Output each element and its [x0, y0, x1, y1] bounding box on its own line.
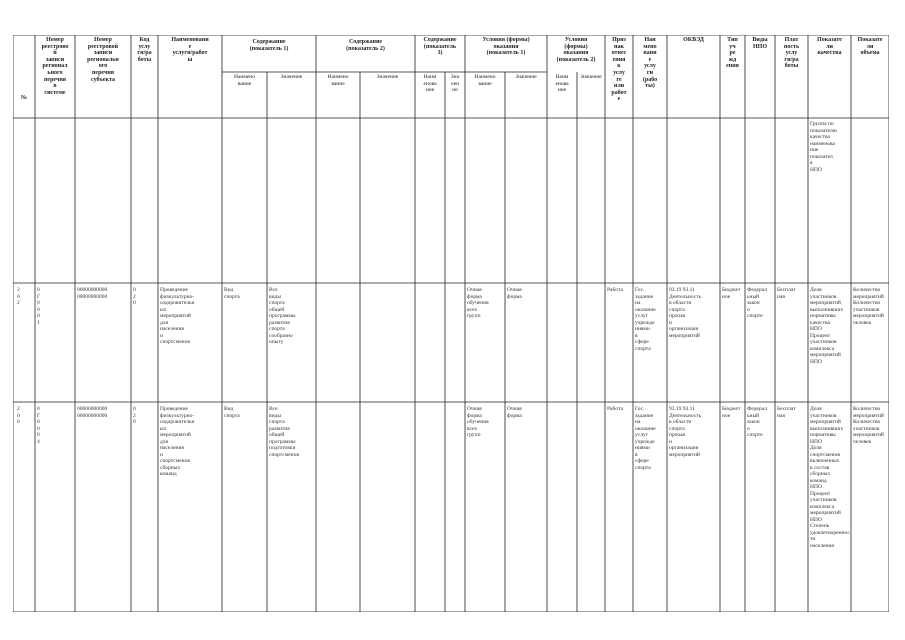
- header-sign: Приз нак отнес ения к услу ге или работ е: [611, 37, 627, 103]
- row-1-c1-value: Все виды спорта общей программы развития спорта сообразно опыту: [269, 287, 296, 345]
- row-1-type: Гос. задание на оказание услуг учрежде ниями в сфере спорта: [635, 287, 656, 352]
- row-2-pay: Бесплат ная: [777, 406, 796, 419]
- row-2-c1-name: Вид спорта: [224, 406, 240, 419]
- registry-table: [13, 35, 889, 612]
- row-1-volume: Количество мероприятий Количество участников мероприятий человек: [853, 287, 884, 326]
- row-2-num: 2 0 6: [17, 406, 20, 425]
- row-1-reg: 0 Г 0 0 0 1: [37, 287, 41, 326]
- row-2-service: Проведение физкультурно- оздоровительн ых мероприятий для населения и спортсменов сборных команд: [160, 406, 195, 477]
- row-2-npa: Федерал ьный закон о спорте: [747, 406, 767, 438]
- subheader-c1-value: Значение: [280, 74, 303, 80]
- row-1-num: 2 0 2: [17, 287, 20, 306]
- header-conditions-2: Условия (формы) оказания (показатель 2): [556, 37, 596, 63]
- header-type: Наи мено вани е услу ги (рабо ты): [642, 37, 658, 90]
- header-npa: Виды НПО: [752, 37, 768, 50]
- header-quality: Показате ли качества: [817, 37, 842, 57]
- row-1-code: 0 2 0: [133, 287, 136, 306]
- row-2-code: 0 2 0: [133, 406, 136, 425]
- header-num: №: [20, 95, 28, 101]
- row-1-sign: Работа: [607, 287, 623, 293]
- header-okved: ОКВЭД: [683, 37, 704, 43]
- row-2-volume: Количество мероприятий Количество участников мероприятий человек: [853, 406, 884, 445]
- row-2-sign: Работа: [607, 406, 623, 412]
- row-0-quality: Группа по показателю качества наименова ние показател я НПО: [810, 121, 837, 173]
- row-1-quality: Доля участников мероприятий выполнивших нормативы качества НПО Процент участников комплекса мероприятий НПО: [810, 287, 844, 365]
- header-reg-number-subject: Номер реестровой записи региональн ого перечня субъекта: [87, 37, 119, 83]
- header-service-name: Наименовани е услуги/работ ы: [171, 37, 209, 63]
- header-content-3: Содержание (показатель 3): [423, 37, 457, 57]
- row-2-quality: Доля участников мероприятий выполнивших нормативы НПО Доля спортсменов включенных в состав сборных команд НПО Процент участников комплекса мероприятий НПО Степень удовлетворенности населения: [810, 406, 850, 549]
- header-service-code: Код услу ги/ра боты: [137, 37, 152, 63]
- subheader-cond1-value: Значение: [515, 74, 537, 80]
- subheader-cond1-name: Наимено вание: [474, 74, 496, 87]
- row-2-type: Гос. задание на оказание услуг учрежде ниями в сфере спорта: [635, 406, 656, 471]
- row-2-okved: 93.19 93.11 Деятельность в области спорта прочая и организация мероприятий: [669, 406, 702, 458]
- subheader-c2-value: Значение: [376, 74, 399, 80]
- header-content-1: Содержание (показатель 1): [249, 39, 289, 52]
- subheader-c3-value: Зна чен ие: [450, 74, 460, 93]
- row-1-okved: 93.19 93.11 Деятельность в области спорта прочая и организация мероприятий: [669, 287, 702, 339]
- row-1-cond1-name: Очная форма обучения всех групп: [467, 287, 489, 319]
- row-1-cond1-value: Очная форма: [507, 287, 522, 300]
- row-1-c1-name: Вид спорта: [224, 287, 240, 300]
- row-2-cond1-name: Очная форма обучения всех групп: [467, 406, 489, 438]
- header-institution-type: Тип уч ре жд ения: [726, 37, 739, 70]
- subheader-c2-name: Наимено вание: [327, 74, 349, 87]
- row-1-reg-subject: 00000000000 00000000000: [77, 287, 108, 300]
- header-payment: Плат ность услу ги/ра боты: [783, 37, 800, 70]
- row-2-reg-subject: 00000000000 00000000000: [77, 406, 108, 419]
- subheader-c3-name: Наим енова ние: [423, 74, 437, 93]
- row-1-service: Проведение физкультурно- оздоровительн ых мероприятий для населения и спортсменов: [160, 287, 195, 345]
- subheader-cond2-value: Значение: [580, 74, 602, 80]
- header-conditions-1: Условия (формы) оказания (показатель 1): [482, 37, 530, 57]
- subheader-c1-name: Наимено вание: [234, 74, 255, 87]
- header-content-2: Содержание (показатель 2): [346, 39, 385, 52]
- row-2-reg: 0 Г 0 0 0 4: [37, 406, 41, 445]
- row-1-inst: Бюджет ное: [722, 287, 741, 300]
- row-2-cond1-value: Очная форма: [507, 406, 522, 419]
- row-2-inst: Бюджет ное: [722, 406, 741, 419]
- subheader-cond2-name: Наим енова ние: [555, 74, 569, 93]
- row-1-npa: Федерал ьный закон о спорте: [747, 287, 767, 319]
- header-reg-number: Номер реестрово й записи регионал ьного перечня в системе: [41, 37, 69, 96]
- row-2-c1-value: Все виды спорта развития общей программы подготовки спортсменов: [269, 406, 299, 458]
- row-1-pay: Бесплат ная: [777, 287, 796, 300]
- header-volume: Показате ли объема: [857, 37, 883, 57]
